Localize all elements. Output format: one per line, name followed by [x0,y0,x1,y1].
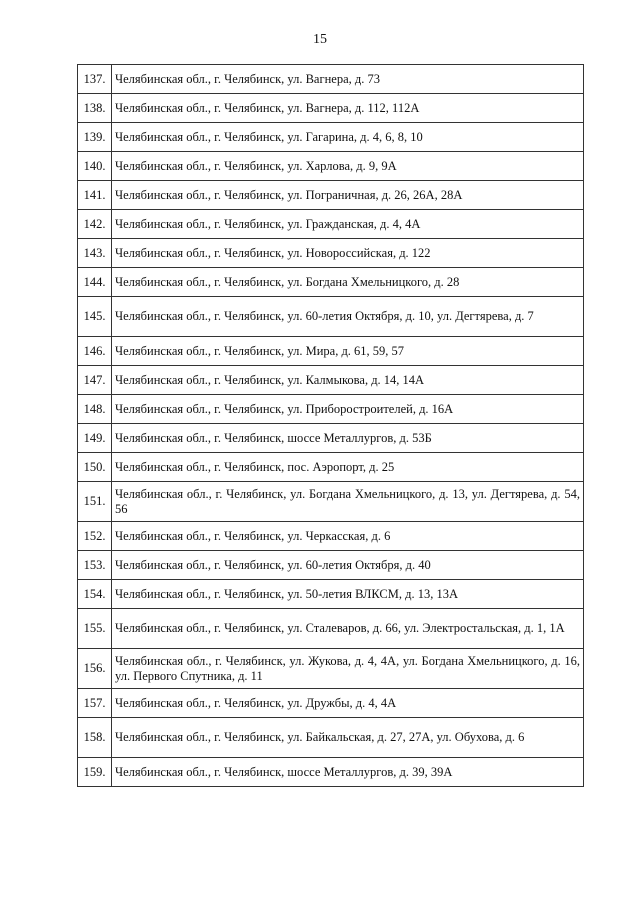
row-number: 140. [78,152,112,181]
row-number: 152. [78,522,112,551]
table-row [78,337,584,366]
row-address: Челябинская обл., г. Челябинск, ул. Гагарина, д. 4, 6, 8, 10 [112,123,584,152]
row-number: 151. [78,482,112,522]
row-number: 138. [78,94,112,123]
row-number: 149. [78,424,112,453]
row-number: 137. [78,65,112,94]
table-row [78,94,584,123]
row-address: Челябинская обл., г. Челябинск, ул. 60-летия Октября, д. 10, ул. Дегтярева, д. 7 [112,297,584,337]
table-row [78,609,584,649]
row-number: 155. [78,609,112,649]
row-address: Челябинская обл., г. Челябинск, ул. Гражданская, д. 4, 4А [112,210,584,239]
table-row [78,210,584,239]
row-number: 157. [78,689,112,718]
row-address: Челябинская обл., г. Челябинск, ул. Вагнера, д. 73 [112,65,584,94]
table-row [78,758,584,787]
table-row [78,239,584,268]
row-address: Челябинская обл., г. Челябинск, ул. Жукова, д. 4, 4А, ул. Богдана Хмельницкого, д. 16, ул. Первого Спутника, д. 11 [112,649,584,689]
table-row [78,649,584,689]
table-row [78,689,584,718]
row-address: Челябинская обл., г. Челябинск, ул. Пограничная, д. 26, 26А, 28А [112,181,584,210]
row-address: Челябинская обл., г. Челябинск, ул. 60-летия Октября, д. 40 [112,551,584,580]
row-number: 143. [78,239,112,268]
row-number: 145. [78,297,112,337]
row-number: 146. [78,337,112,366]
table-row [78,181,584,210]
row-number: 144. [78,268,112,297]
row-number: 142. [78,210,112,239]
row-address: Челябинская обл., г. Челябинск, ул. Байкальская, д. 27, 27А, ул. Обухова, д. 6 [112,718,584,758]
address-table [77,64,584,787]
row-number: 154. [78,580,112,609]
row-address: Челябинская обл., г. Челябинск, ул. 50-летия ВЛКСМ, д. 13, 13А [112,580,584,609]
table-row [78,268,584,297]
table-row [78,718,584,758]
row-number: 158. [78,718,112,758]
row-address: Челябинская обл., г. Челябинск, ул. Дружбы, д. 4, 4А [112,689,584,718]
table-row [78,395,584,424]
table-row [78,453,584,482]
row-number: 141. [78,181,112,210]
row-address: Челябинская обл., г. Челябинск, ул. Богдана Хмельницкого, д. 13, ул. Дегтярева, д. 54, 56 [112,482,584,522]
row-address: Челябинская обл., г. Челябинск, ул. Черкасская, д. 6 [112,522,584,551]
table-row [78,522,584,551]
row-address: Челябинская обл., г. Челябинск, шоссе Металлургов, д. 39, 39А [112,758,584,787]
row-number: 153. [78,551,112,580]
row-number: 150. [78,453,112,482]
row-number: 147. [78,366,112,395]
row-number: 148. [78,395,112,424]
table-row [78,152,584,181]
row-address: Челябинская обл., г. Челябинск, ул. Харлова, д. 9, 9А [112,152,584,181]
row-address: Челябинская обл., г. Челябинск, ул. Новороссийская, д. 122 [112,239,584,268]
table-row [78,482,584,522]
row-address: Челябинская обл., г. Челябинск, ул. Богдана Хмельницкого, д. 28 [112,268,584,297]
row-address: Челябинская обл., г. Челябинск, пос. Аэропорт, д. 25 [112,453,584,482]
row-address: Челябинская обл., г. Челябинск, шоссе Металлургов, д. 53Б [112,424,584,453]
table-row [78,551,584,580]
row-address: Челябинская обл., г. Челябинск, ул. Сталеваров, д. 66, ул. Электростальская, д. 1, 1А [112,609,584,649]
table-row [78,297,584,337]
row-address: Челябинская обл., г. Челябинск, ул. Мира, д. 61, 59, 57 [112,337,584,366]
row-number: 139. [78,123,112,152]
table-row [78,366,584,395]
page-number: 15 [313,32,327,47]
row-address: Челябинская обл., г. Челябинск, ул. Приборостроителей, д. 16А [112,395,584,424]
row-number: 156. [78,649,112,689]
table-row [78,424,584,453]
table-row [78,123,584,152]
table-row [78,65,584,94]
row-address: Челябинская обл., г. Челябинск, ул. Калмыкова, д. 14, 14А [112,366,584,395]
table-row [78,580,584,609]
row-address: Челябинская обл., г. Челябинск, ул. Вагнера, д. 112, 112А [112,94,584,123]
row-number: 159. [78,758,112,787]
